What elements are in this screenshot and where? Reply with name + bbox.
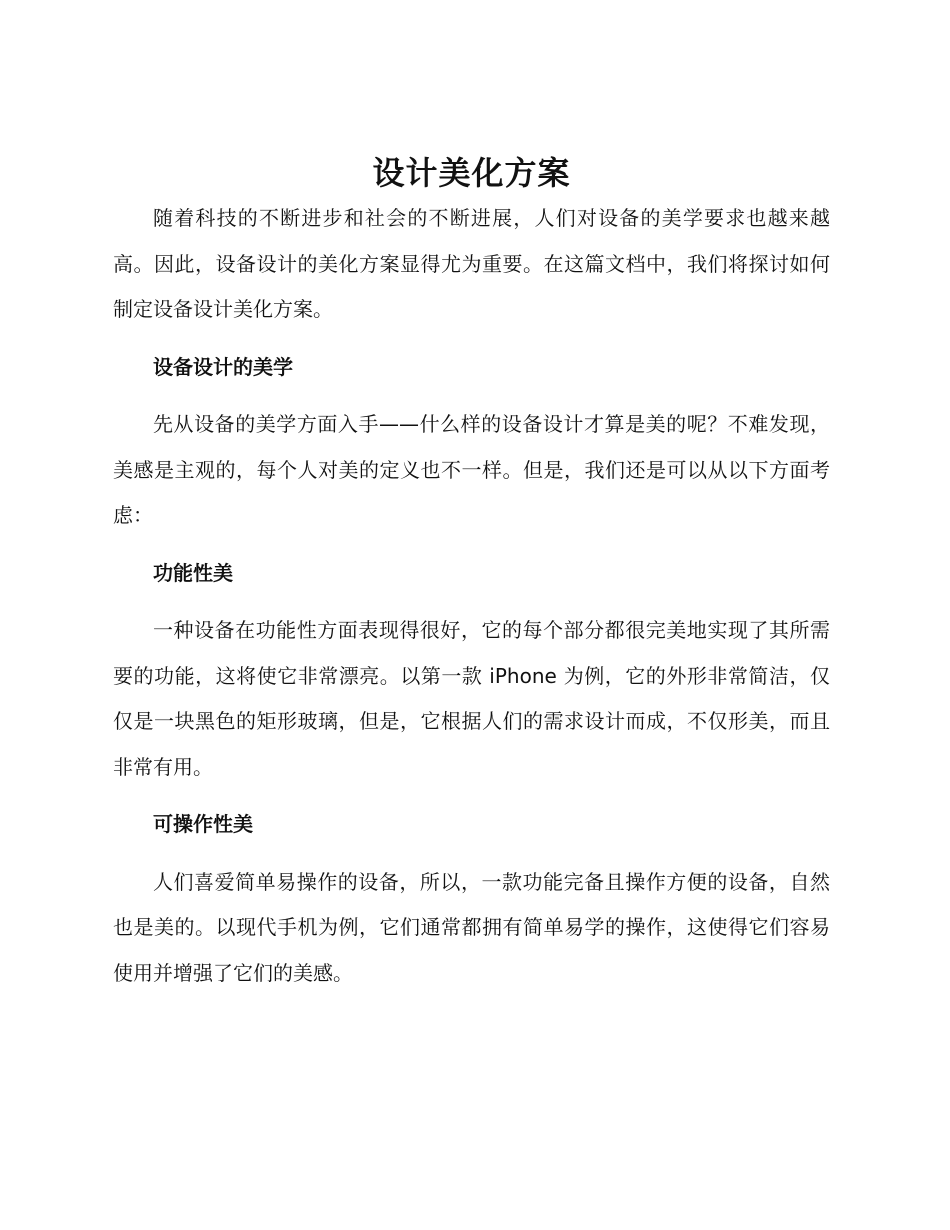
spacer <box>113 790 830 802</box>
section-body-operability-beauty: 人们喜爱简单易操作的设备，所以，一款功能完备且操作方便的设备，自然也是美的。以现代手机为例，它们通常都拥有简单易学的操作，这使得它们容易使用并增强了它们的美感。 <box>113 869 830 985</box>
section-heading-aesthetics: 设备设计的美学 <box>153 354 293 379</box>
spacer <box>113 539 830 551</box>
document-page <box>113 150 830 996</box>
intro-paragraph: 随着科技的不断进步和社会的不断进展，人们对设备的美学要求也越来越高。因此，设备设计的美化方案显得尤为重要。在这篇文档中，我们将探讨如何制定设备设计美化方案。 <box>113 206 830 321</box>
document-title: 设计美化方案 <box>372 154 571 192</box>
section-heading-operability-beauty: 可操作性美 <box>153 812 253 836</box>
spacer <box>113 390 830 402</box>
spacer <box>113 848 830 860</box>
spacer <box>113 596 830 608</box>
section-body-functional-beauty: 一种设备在功能性方面表现得很好，它的每个部分都很完美地实现了其所需要的功能，这将使它非常漂亮。以第一款 iPhone 为例，它的外形非常简洁，仅仅是一块黑色的矩形玻璃，但是，它根据人们的需求设计而成，不仅形美，而且非常有用。 <box>113 618 830 779</box>
section-heading-functional-beauty: 功能性美 <box>153 560 233 585</box>
section-body-aesthetics: 先从设备的美学方面入手——什么样的设备设计才算是美的呢？不难发现，美感是主观的，每个人对美的定义也不一样。但是，我们还是可以从以下方面考虑： <box>113 412 830 527</box>
spacer <box>113 333 830 345</box>
